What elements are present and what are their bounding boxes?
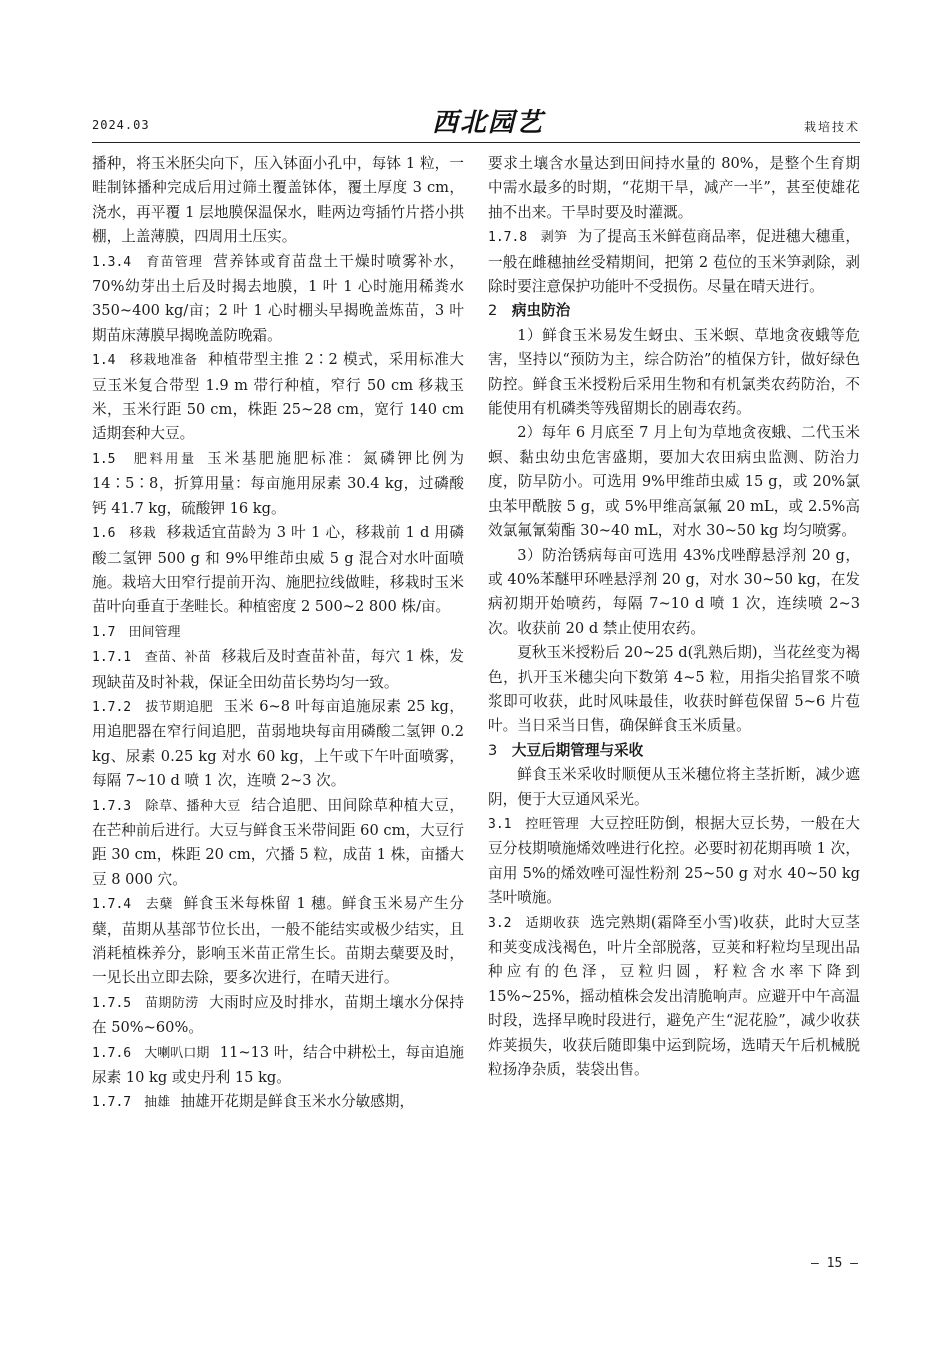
right-column (488, 152, 860, 1082)
subsection-heading: 1.4 移栽地准备 (92, 353, 198, 369)
subsection-heading: 1.7.1 查苗、补苗 (92, 650, 212, 666)
subsection-paragraph: 3.1 控旺管理 大豆控旺防倒，根据大豆长势，一般在大豆分枝期喷施烯效唑进行化控。必要时初花期再喷 1 次，亩用 5%的烯效唑可湿性粉剂 25~50 g 对水 40~50 kg 茎叶喷施。 (488, 814, 860, 907)
subsection-paragraph: 1.7.6 大喇叭口期 11~13 叶，结合中耕松土，每亩追施尿素 10 kg 或史丹利 15 kg。 (92, 1043, 464, 1087)
issue-date: 2024.03 (92, 118, 150, 132)
subsection-heading: 1.7.7 抽雄 (92, 1095, 171, 1111)
section-number: 2 (488, 302, 498, 320)
subsection-paragraph: 1.7.4 去蘖 鲜食玉米每株留 1 穗。鲜食玉米易产生分蘖，苗期从基部节位长出，一般不能结实或极少结实，且消耗植株养分，影响玉米苗正常生长。苗期去蘖要及时，一见长出立即去除，要多次进行，在晴天进行。 (92, 895, 464, 987)
journal-logo: 西北园艺 (432, 108, 545, 138)
subsection-heading: 1.7.3 除草、播种大豆 (92, 798, 241, 814)
subsection-heading: 1.7.4 去蘖 (92, 897, 174, 913)
section-number: 3 (488, 741, 498, 759)
subsection-paragraph: 1.3.4 育苗管理 营养钵或育苗盘土干燥时喷雾补水，70%幼芽出土后及时揭去地膜，1 叶 1 心时施用稀粪水 350~400 kg/亩；2 叶 1 心时棚头早揭晚盖炼苗，3 叶期苗床薄膜早揭晚盖防晚霜。 (92, 252, 464, 344)
page-header (92, 104, 860, 138)
subsection-paragraph: 1.4 移栽地准备 种植带型主推 2∶2 模式，采用标准大豆玉米复合带型 1.9 m 带行种植，窄行 50 cm 移栽玉米，玉米行距 50 cm，株距 25~28 cm，宽行 140 cm 适期套种大豆。 (92, 351, 464, 443)
subsection-heading: 1.7 田间管理 (92, 624, 181, 640)
subsection-paragraph: 1.5 肥料用量 玉米基肥施肥标准：氮磷钾比例为 14∶5∶8，折算用量：每亩施用尿素 30.4 kg，过磷酸钙 41.7 kg，硫酸钾 16 kg。 (92, 449, 464, 517)
subsection-heading: 1.3.4 育苗管理 (92, 254, 203, 270)
paragraph: 夏秋玉米授粉后 20~25 d(乳熟后期)，当花丝变为褐色，扒开玉米穗尖向下数第 4~5 粒，用指尖掐冒浆不喷浆即可收获，此时风味最佳，收获时鲜苞保留 5~6 片苞叶。当日采当日售，确保鲜食玉米质量。 (488, 644, 860, 735)
subsection-paragraph: 1.7.8 剥笋 为了提高玉米鲜苞商品率，促进穗大穗重，一般在雌穗抽丝受精期间，把第 2 苞位的玉米笋剥除，剥除时要注意保护功能叶不受损伤。尽量在晴天进行。 (488, 228, 860, 296)
subsection-heading: 1.7.6 大喇叭口期 (92, 1045, 210, 1061)
paragraph: 要求土壤含水量达到田间持水量的 80%，是整个生育期中需水最多的时期，“花期干旱，减产一半”，甚至使雄花抽不出来。干旱时要及时灌溉。 (488, 155, 860, 221)
header-divider (92, 142, 860, 143)
paragraph: 2）每年 6 月底至 7 月上旬为草地贪夜蛾、二代玉米螟、黏虫幼虫危害盛期，要加大农田病虫监测、防治力度，防早防小。可选用 9%甲维茚虫威 15 g，或 20%氯虫苯甲酰胺 5 g，或 5%甲维高氯氟 20 mL，或 2.5%高效氯氟氰菊酯 30~40 mL，对水 30~50 kg 均匀喷雾。 (488, 424, 860, 540)
subsection-heading: 1.6 移栽 (92, 526, 157, 542)
subsection-paragraph: 1.7.5 苗期防涝 大雨时应及时排水，苗期土壤水分保持在 50%~60%。 (92, 993, 464, 1037)
section-heading: 3 大豆后期管理与采收 (488, 741, 644, 759)
subsection-paragraph: 1.7.3 除草、播种大豆 结合追肥、田间除草种植大豆，在芒种前后进行。大豆与鲜食玉米带间距 60 cm，大豆行距 30 cm，株距 20 cm，穴播 5 粒，成苗 1 株，亩播大豆 8 000 穴。 (92, 796, 464, 888)
subsection-heading: 1.7.2 拔节期追肥 (92, 699, 214, 715)
subsection-paragraph: 1.7.1 查苗、补苗 移栽后及时查苗补苗，每穴 1 株，发现缺苗及时补栽，保证全田幼苗长势均匀一致。 (92, 648, 464, 691)
subsection-heading: 3.1 控旺管理 (488, 816, 580, 832)
subsection-paragraph: 3.2 适期收获 选完熟期(霜降至小雪)收获，此时大豆茎和荚变成浅褐色，叶片全部脱落，豆荚和籽粒均呈现出品种应有的色泽，豆粒归圆，籽粒含水率下降到 15%~25%，摇动植株会发出清脆响声。应避开中午高温时段，选择早晚时段进行，避免产生“泥花脸”，减少收获炸荚损失，收获后随即集中运到院场，选晴天午后机械脱粒扬净杂质，装袋出售。 (488, 913, 860, 1079)
paragraph: 鲜食玉米采收时顺便从玉米穗位将主茎折断，减少遮阴，便于大豆通风采光。 (488, 766, 860, 808)
page-number: — 15 — (811, 1256, 858, 1271)
subsection-heading: 3.2 适期收获 (488, 915, 580, 931)
left-column (92, 152, 464, 1116)
subsection-paragraph (92, 620, 464, 645)
subsection-paragraph: 1.7.7 抽雄 抽雄开花期是鲜食玉米水分敏感期， (92, 1093, 415, 1111)
paragraph: 3）防治锈病每亩可选用 43%戊唑醇悬浮剂 20 g，或 40%苯醚甲环唑悬浮剂 20 g，对水 30~50 kg，在发病初期开始喷药，每隔 7~10 d 喷 1 次，连续喷 2~3 次。收获前 20 d 禁止使用农药。 (488, 546, 860, 637)
subsection-heading: 1.7.5 苗期防涝 (92, 995, 199, 1011)
section-heading: 2 病虫防治 (488, 302, 571, 320)
paragraph: 播种，将玉米胚尖向下，压入钵面小孔中，每钵 1 粒，一畦制钵播种完成后用过筛土覆盖钵体，覆土厚度 3 cm，浇水，再平覆 1 层地膜保温保水，畦两边弯插竹片搭小拱棚，上盖薄膜，四周用土压实。 (92, 155, 464, 246)
subsection-paragraph: 1.6 移栽 移栽适宜苗龄为 3 叶 1 心，移栽前 1 d 用磷酸二氢钾 500 g 和 9%甲维茚虫威 5 g 混合对水叶面喷施。栽培大田窄行提前开沟、施肥拉线做畦，移栽时玉米苗叶向垂直于垄畦长。种植密度 2 500~2 800 株/亩。 (92, 524, 464, 616)
section-title: 栽培技术 (803, 120, 860, 134)
paragraph: 1）鲜食玉米易发生蚜虫、玉米螟、草地贪夜蛾等危害，坚持以“预防为主，综合防治”的植保方针，做好绿色防控。鲜食玉米授粉后采用生物和有机氯类农药防治，不能使用有机磷类等残留期长的剧毒农药。 (488, 326, 860, 418)
subsection-paragraph: 1.7.2 拔节期追肥 玉米 6~8 叶每亩追施尿素 25 kg，用追肥器在窄行间追肥，苗弱地块每亩用磷酸二氢钾 0.2 kg、尿素 0.25 kg 对水 60 kg，上午或下午叶面喷雾，每隔 7~10 d 喷 1 次，连喷 2~3 次。 (92, 697, 464, 790)
subsection-heading: 1.7.8 剥笋 (488, 230, 568, 246)
subsection-heading: 1.5 肥料用量 (92, 451, 197, 467)
